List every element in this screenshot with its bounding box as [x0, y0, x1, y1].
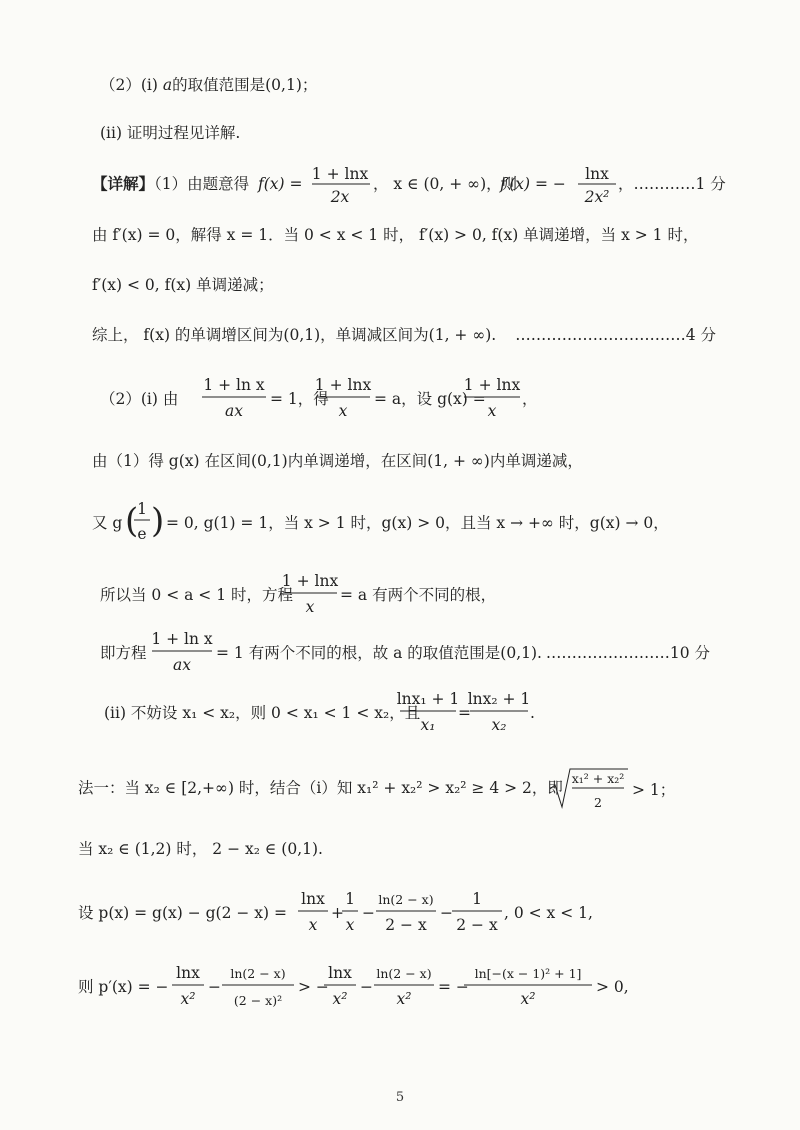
svg-text:ln(2 − x): ln(2 − x) — [378, 892, 434, 907]
svg-text:，: ， — [522, 390, 538, 408]
svg-text:= −: = − — [438, 978, 469, 996]
svg-text:.: . — [530, 704, 535, 722]
svg-text:−: − — [360, 978, 373, 996]
svg-text:(2 − x)²: (2 − x)² — [233, 993, 283, 1008]
svg-text:f′(x) < 0, f(x) 单调递减；: f′(x) < 0, f(x) 单调递减； — [92, 276, 274, 294]
svg-text:−: − — [208, 978, 221, 996]
svg-text:即方程: 即方程 — [100, 644, 147, 662]
svg-text:lnx: lnx — [585, 165, 609, 183]
svg-text:x: x — [487, 402, 497, 420]
svg-text:由 f′(x) = 0，解得 x = 1．当 0 < x <: 由 f′(x) = 0，解得 x = 1．当 0 < x < 1 时， f′(x) > 0, f(x) 单调递增，当 x > 1 时， — [92, 226, 699, 244]
svg-text:lnx: lnx — [176, 964, 200, 982]
solution-line-8 — [0, 568, 800, 624]
svg-text:， x ∈ (0, + ∞)，则: ， x ∈ (0, + ∞)，则 — [373, 175, 518, 193]
svg-text:1: 1 — [137, 500, 147, 518]
solution-line-5 — [0, 370, 800, 426]
svg-text:ax: ax — [225, 402, 243, 420]
svg-text:= 0, g(1) = 1，当 x > 1 时，g(x) >: = 0, g(1) = 1，当 x > 1 时，g(x) > 0，且当 x → +∞ 时，g(x) → 0， — [166, 514, 669, 532]
solution-line-6 — [0, 438, 800, 494]
svg-text:−: − — [440, 904, 453, 922]
svg-text:1: 1 — [472, 890, 482, 908]
solution-line-3 — [0, 262, 800, 318]
svg-text:(ii) 证明过程见详解.: (ii) 证明过程见详解. — [100, 124, 241, 142]
svg-text:2x²: 2x² — [584, 188, 610, 206]
svg-text:法一：当 x₂ ∈ [2,+∞) 时，结合（i）知 x₁²: 法一：当 x₂ ∈ [2,+∞) 时，结合（i）知 x₁² + x₂² > x₂² ≥ 4 > 2，即 — [78, 779, 563, 797]
svg-text:则 p′(x) = −: 则 p′(x) = − — [78, 978, 169, 996]
svg-text:1 + lnx: 1 + lnx — [463, 376, 521, 394]
svg-text:综上， f(x) 的单调增区间为(0,1)，单调减区间为(1: 综上， f(x) 的单调增区间为(0,1)，单调减区间为(1, + ∞). — [92, 326, 497, 344]
svg-text:ax: ax — [173, 656, 191, 674]
svg-text:……………………………4 分: ……………………………4 分 — [515, 326, 716, 344]
svg-text:x²: x² — [520, 990, 536, 1008]
svg-text:e: e — [137, 525, 147, 543]
svg-text:= a，设 g(x) =: = a，设 g(x) = — [374, 390, 486, 408]
svg-text:): ) — [151, 501, 165, 541]
svg-text:x²: x² — [396, 990, 412, 1008]
solution-line-13 — [0, 886, 800, 942]
svg-text:1 + lnx: 1 + lnx — [314, 376, 372, 394]
svg-text:> −: > − — [298, 978, 329, 996]
svg-text:x: x — [338, 402, 348, 420]
svg-text:x₁: x₁ — [420, 716, 436, 734]
svg-text:……………………10 分: ……………………10 分 — [545, 644, 710, 662]
svg-text:x: x — [305, 598, 315, 616]
svg-text:x²: x² — [180, 990, 196, 1008]
svg-text:1 + ln x: 1 + ln x — [151, 630, 213, 648]
svg-text:1 + lnx: 1 + lnx — [281, 572, 339, 590]
svg-text:由（1）得 g(x) 在区间(0,1)内单调递增，在区间(1: 由（1）得 g(x) 在区间(0,1)内单调递增，在区间(1, + ∞)内单调递减， — [92, 452, 583, 470]
svg-text:x₂: x₂ — [491, 716, 507, 734]
page-number: 5 — [395, 1090, 405, 1105]
svg-text:(: ( — [125, 501, 139, 541]
svg-text:−: − — [362, 904, 375, 922]
svg-text:+: + — [331, 904, 344, 922]
svg-text:lnx₁ + 1: lnx₁ + 1 — [396, 690, 460, 708]
svg-text:当 x₂ ∈ (1,2) 时， 2 − x₂ ∈ (0,1): 当 x₂ ∈ (1,2) 时， 2 − x₂ ∈ (0,1). — [78, 840, 323, 858]
svg-text:= a 有两个不同的根，: = a 有两个不同的根， — [340, 586, 497, 604]
svg-text:2 − x: 2 − x — [456, 916, 498, 934]
svg-text:, 0 < x < 1,: , 0 < x < 1, — [504, 904, 593, 922]
svg-text:> 0,: > 0, — [596, 978, 629, 996]
svg-text:1 + lnx: 1 + lnx — [311, 165, 369, 183]
svg-text:ln[−(x − 1)² + 1]: ln[−(x − 1)² + 1] — [474, 966, 582, 981]
svg-text:lnx: lnx — [328, 964, 352, 982]
svg-text:又 g: 又 g — [92, 514, 123, 532]
solution-line-14 — [0, 960, 800, 1016]
svg-text:x²: x² — [332, 990, 348, 1008]
svg-text:【详解】（1）由题意得: 【详解】（1）由题意得 — [92, 174, 250, 193]
solution-line-4 — [0, 312, 800, 368]
solution-line-9 — [0, 626, 800, 682]
svg-text:1: 1 — [345, 890, 355, 908]
svg-text:1 + ln x: 1 + ln x — [203, 376, 265, 394]
svg-text:x: x — [308, 916, 318, 934]
svg-text:，…………1 分: ，…………1 分 — [618, 175, 726, 193]
svg-text:x: x — [345, 916, 355, 934]
svg-text:lnx₂ + 1: lnx₂ + 1 — [467, 690, 531, 708]
svg-text:f(x) =: f(x) = — [258, 175, 303, 193]
svg-text:= 1，得: = 1，得 — [270, 390, 329, 408]
solution-line-7 — [0, 494, 800, 550]
svg-text:（2）(i) 由: （2）(i) 由 — [100, 390, 179, 408]
svg-text:所以当 0 < a < 1 时，方程: 所以当 0 < a < 1 时，方程 — [100, 586, 294, 604]
svg-text:lnx: lnx — [301, 890, 325, 908]
svg-text:> 1；: > 1； — [632, 781, 676, 799]
svg-text:f′(x) = −: f′(x) = − — [500, 175, 566, 193]
solution-line-12 — [0, 824, 800, 880]
svg-text:ln(2 − x): ln(2 − x) — [230, 966, 286, 981]
svg-text:2: 2 — [594, 795, 602, 810]
svg-text:= 1 有两个不同的根，故 a 的取值范围是(0,1).: = 1 有两个不同的根，故 a 的取值范围是(0,1). — [216, 644, 542, 662]
svg-text:=: = — [458, 704, 471, 722]
solution-line-10 — [0, 686, 800, 742]
svg-text:设 p(x) = g(x) − g(2 − x) =: 设 p(x) = g(x) − g(2 − x) = — [78, 904, 288, 922]
solution-line-11 — [0, 763, 800, 819]
svg-text:2x: 2x — [330, 188, 350, 206]
svg-text:2 − x: 2 − x — [385, 916, 427, 934]
solution-line-2 — [0, 208, 800, 264]
svg-text:ln(2 − x): ln(2 − x) — [376, 966, 432, 981]
svg-text:(ii) 不妨设 x₁ < x₂，则 0 < x₁ < 1: (ii) 不妨设 x₁ < x₂，则 0 < x₁ < 1 < x₂，且 — [104, 704, 421, 722]
svg-text:（2）(i) a的取值范围是(0,1)；: （2）(i) a的取值范围是(0,1)； — [100, 76, 318, 94]
solution-line-1 — [0, 155, 800, 211]
svg-text:x₁² + x₂²: x₁² + x₂² — [571, 771, 625, 786]
